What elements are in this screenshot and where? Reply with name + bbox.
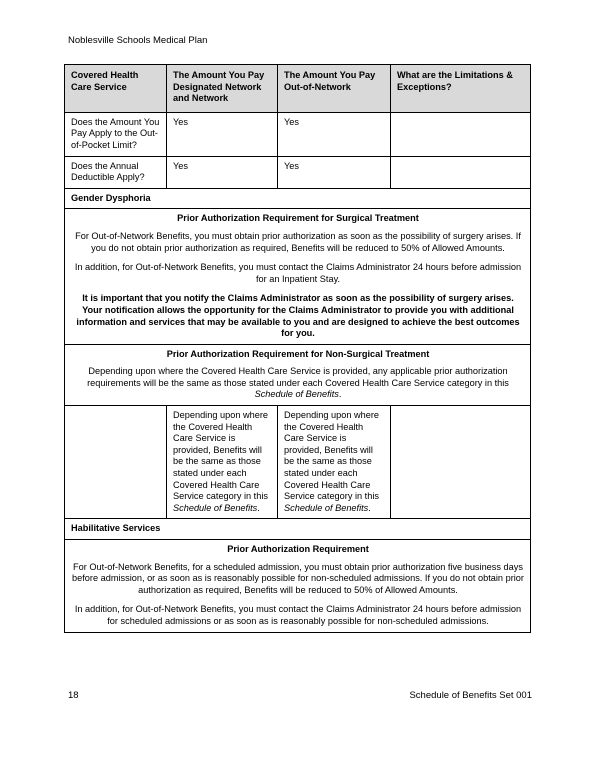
surgical-prior-auth-heading: Prior Authorization Requirement for Surgical Treatment: [177, 213, 419, 224]
section-title-habilitative-services: Habilitative Services: [65, 519, 531, 540]
column-header-limitations: What are the Limitations & Exceptions?: [391, 65, 531, 113]
cell-limitations: [391, 156, 531, 188]
cell-out-of-network: [278, 406, 391, 519]
cell-limitations: [391, 406, 531, 519]
habilitative-paragraph-1: For Out-of-Network Benefits, for a scheduled admission, you must obtain prior authorization five business days before admission, or as soon as is reasonably possible for non-scheduled admissions. If you do not obtain prior authorization as required, Benefits will be reduced to 50% of Allowed Amounts.: [72, 561, 524, 595]
page-header-title: Noblesville Schools Medical Plan: [68, 35, 208, 46]
habilitative-paragraph-2: In addition, for Out-of-Network Benefits, you must contact the Claims Administrator 24 hours before admission for scheduled admissions or as soon as is reasonably possible for non-scheduled admissions.: [74, 604, 522, 626]
habilitative-prior-auth-heading: Prior Authorization Requirement: [227, 544, 369, 554]
table-header-row: [65, 65, 531, 113]
cell-network-lead: Depending upon where the Covered Health Care Service is provided, Benefits will be the same as those stated under each Covered Health Care Service category in this: [173, 410, 269, 502]
surgical-paragraph-1: For Out-of-Network Benefits, you must obtain prior authorization as soon as the possibility of surgery arises. If you do not obtain prior authorization as required, Benefits will be reduced to 50% of Allowed Amounts.: [75, 230, 521, 253]
cell-network-tail: .: [257, 502, 260, 513]
table-row: [65, 156, 531, 188]
cell-out-of-network: Yes: [278, 156, 391, 188]
cell-out-of-network: Yes: [278, 112, 391, 156]
nonsurgical-prior-auth-heading: Prior Authorization Requirement for Non-Surgical Treatment: [166, 348, 430, 359]
cell-network-italic-term: Schedule of Benefits: [173, 502, 258, 513]
gender-dysphoria-surgical-block: [65, 209, 531, 344]
nonsurgical-prior-auth-block: [65, 344, 531, 405]
cell-service: [65, 406, 167, 519]
section-row-gender-dysphoria: [65, 188, 531, 209]
habilitative-prior-auth-cell: [65, 540, 531, 633]
cell-oon-text: [284, 410, 385, 514]
nonsurgical-paragraph-tail: .: [338, 389, 342, 400]
table-row: [65, 112, 531, 156]
table-row: [65, 406, 531, 519]
cell-oon-tail: .: [368, 502, 371, 513]
nonsurgical-paragraph-italic-term: Schedule of Benefits: [254, 389, 339, 400]
cell-service: Does the Amount You Pay Apply to the Out-of-Pocket Limit?: [65, 112, 167, 156]
cell-network: Yes: [167, 156, 278, 188]
footer-page-number: 18: [68, 690, 79, 701]
cell-network: Yes: [167, 112, 278, 156]
column-header-service: Covered Health Care Service: [65, 65, 167, 113]
cell-service: Does the Annual Deductible Apply?: [65, 156, 167, 188]
cell-oon-lead: Depending upon where the Covered Health Care Service is provided, Benefits will be the same as those stated under each Covered Health Care Service category in this: [284, 410, 380, 502]
surgical-prior-auth-block: [65, 209, 531, 344]
cell-limitations: [391, 112, 531, 156]
section-title-gender-dysphoria: Gender Dysphoria: [65, 188, 531, 209]
cell-oon-italic-term: Schedule of Benefits: [284, 502, 369, 513]
habilitative-prior-auth-block: [65, 540, 531, 633]
schedule-of-benefits-table: [64, 64, 531, 633]
column-header-network: The Amount You Pay Designated Network and Network: [167, 65, 278, 113]
surgical-paragraph-3-emphasis: It is important that you notify the Claims Administrator as soon as the possibility of surgery arises. Your notification allows the opportunity for the Claims Administrator to provide you with additional information and services that may be available to you and are designed to achieve the best outcomes for you.: [76, 293, 520, 339]
cell-network: [167, 406, 278, 519]
footer-document-label: Schedule of Benefits Set 001: [409, 690, 532, 701]
gender-dysphoria-nonsurgical-block: [65, 344, 531, 405]
nonsurgical-paragraph-lead: Depending upon where the Covered Health Care Service is provided, any applicable prior authorization requirements will be the same as those stated under each Covered Health Care Service category in this: [87, 366, 509, 388]
section-row-habilitative-services: [65, 519, 531, 540]
cell-network-text: [173, 410, 272, 514]
surgical-paragraph-2: In addition, for Out-of-Network Benefits, you must contact the Claims Administrator 24 hours before admission for an Inpatient Stay.: [74, 262, 522, 284]
nonsurgical-paragraph: [71, 366, 525, 401]
column-header-out-of-network: The Amount You Pay Out-of-Network: [278, 65, 391, 113]
